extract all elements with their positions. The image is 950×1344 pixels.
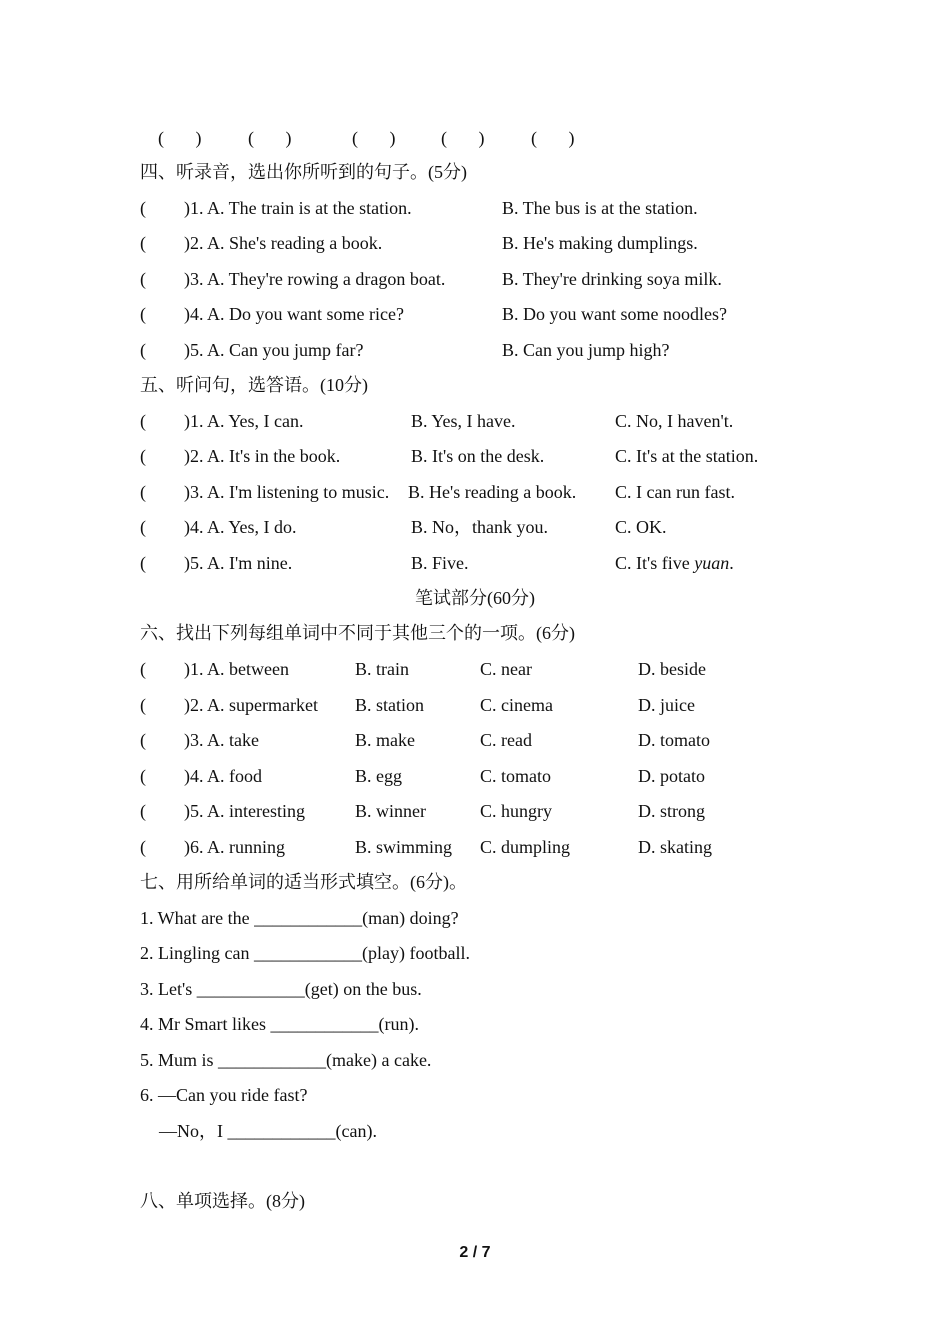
bracket: ( (140, 198, 146, 218)
option-b: B. Can you jump high? (502, 340, 670, 360)
section-5-heading (0, 371, 950, 399)
option-b: B. They're drinking soya milk. (502, 269, 722, 289)
bracket: ( (140, 659, 146, 679)
option-c: C. read (480, 730, 532, 750)
option-b: B. train (355, 659, 409, 679)
heading-text: 八、单项选择。(8分) (140, 1191, 305, 1211)
item-text: 3. Let's ____________(get) on the bus. (140, 979, 422, 999)
option-a: )4. A. food (184, 766, 262, 786)
option-b: B. Yes, I have. (411, 411, 516, 431)
option-a: )1. A. Yes, I can. (184, 411, 304, 431)
option-a: )3. A. take (184, 730, 259, 750)
question-row (0, 513, 950, 541)
option-c: C. cinema (480, 695, 553, 715)
answer-bracket: ( ) (441, 128, 485, 148)
bracket: ( (140, 269, 146, 289)
option-c: C. I can run fast. (615, 482, 735, 502)
heading-text: 五、听问句，选答语。(10分) (140, 375, 368, 395)
option-c (615, 549, 734, 577)
option-a: )4. A. Do you want some rice? (184, 304, 404, 324)
option-b: B. Five. (411, 553, 469, 573)
option-b: B. The bus is at the station. (502, 198, 698, 218)
bracket: ( (140, 340, 146, 360)
question-row (0, 407, 950, 435)
question-row (0, 797, 950, 825)
item-text: 5. Mum is ____________(make) a cake. (140, 1050, 432, 1070)
section-7-heading (0, 868, 950, 896)
option-d: D. skating (638, 837, 712, 857)
answer-bracket: ( ) (158, 128, 202, 148)
question-row (0, 691, 950, 719)
option-d: D. strong (638, 801, 705, 821)
option-b: B. swimming (355, 837, 453, 857)
option-a: )1. A. The train is at the station. (184, 198, 412, 218)
item-text: 4. Mr Smart likes ____________(run). (140, 1014, 419, 1034)
section-4-heading (0, 158, 950, 186)
bracket: ( (140, 730, 146, 750)
option-a: )3. A. They're rowing a dragon boat. (184, 269, 446, 289)
option-a: )3. A. I'm listening to music. (184, 482, 390, 502)
question-row (0, 762, 950, 790)
question-row (0, 833, 950, 861)
option-c-italic: yuan (694, 553, 730, 573)
option-a: )5. A. I'm nine. (184, 553, 293, 573)
written-part-title (0, 584, 950, 612)
question-row (0, 265, 950, 293)
option-c: C. dumpling (480, 837, 571, 857)
fill-blank-item (0, 1117, 950, 1145)
bracket: ( (140, 233, 146, 253)
option-c: C. OK. (615, 517, 667, 537)
bracket: ( (140, 517, 146, 537)
fill-blank-item (0, 939, 950, 967)
heading-text: 四、听录音，选出你所听到的句子。(5分) (140, 162, 467, 182)
bracket: ( (140, 411, 146, 431)
fill-blank-item (0, 904, 950, 932)
question-row (0, 726, 950, 754)
question-row (0, 478, 950, 506)
fill-blank-item (0, 1010, 950, 1038)
option-a: )1. A. between (184, 659, 289, 679)
question-row (0, 549, 950, 577)
title-text: 笔试部分(60分) (415, 588, 535, 608)
option-a: )4. A. Yes, I do. (184, 517, 297, 537)
item-text: 2. Lingling can ____________(play) football. (140, 943, 470, 963)
answer-brackets-row (0, 124, 950, 152)
option-a: )2. A. She's reading a book. (184, 233, 383, 253)
question-row (0, 336, 950, 364)
question-row (0, 300, 950, 328)
answer-bracket: ( ) (248, 128, 292, 148)
option-b: B. make (355, 730, 415, 750)
option-d: D. juice (638, 695, 695, 715)
answer-bracket: ( ) (352, 128, 396, 148)
section-6-heading (0, 619, 950, 647)
option-a: )6. A. running (184, 837, 285, 857)
option-a: )5. A. Can you jump far? (184, 340, 364, 360)
question-row (0, 442, 950, 470)
option-c-period: . (729, 553, 734, 573)
option-c: C. It's at the station. (615, 446, 759, 466)
option-c: C. hungry (480, 801, 552, 821)
option-a: )2. A. supermarket (184, 695, 318, 715)
option-d: D. potato (638, 766, 705, 786)
option-c: C. near (480, 659, 532, 679)
question-row (0, 655, 950, 683)
heading-text: 七、用所给单词的适当形式填空。(6分)。 (140, 872, 467, 892)
option-a: )5. A. interesting (184, 801, 305, 821)
option-b: B. No，thank you. (411, 517, 548, 537)
fill-blank-item (0, 1081, 950, 1109)
page-number: 2 / 7 (459, 1244, 491, 1261)
option-b: B. Do you want some noodles? (502, 304, 727, 324)
bracket: ( (140, 553, 146, 573)
option-b: B. He's making dumplings. (502, 233, 698, 253)
option-b: B. He's reading a book. (408, 482, 577, 502)
question-row (0, 194, 950, 222)
bracket: ( (140, 446, 146, 466)
section-8-heading (0, 1187, 950, 1215)
fill-blank-item (0, 975, 950, 1003)
heading-text: 六、找出下列每组单词中不同于其他三个的一项。(6分) (140, 623, 575, 643)
answer-bracket: ( ) (531, 128, 575, 148)
item-text: 6. —Can you ride fast? (140, 1085, 308, 1105)
option-b: B. winner (355, 801, 426, 821)
fill-blank-item (0, 1046, 950, 1074)
item-text: 1. What are the ____________(man) doing? (140, 908, 459, 928)
question-row (0, 229, 950, 257)
option-a: )2. A. It's in the book. (184, 446, 341, 466)
bracket: ( (140, 695, 146, 715)
option-c-text: C. It's five (615, 553, 695, 573)
bracket: ( (140, 482, 146, 502)
bracket: ( (140, 801, 146, 821)
bracket: ( (140, 304, 146, 324)
option-c: C. No, I haven't. (615, 411, 734, 431)
option-b: B. egg (355, 766, 402, 786)
item-text: —No，I ____________(can). (159, 1121, 377, 1141)
option-b: B. station (355, 695, 425, 715)
option-d: D. tomato (638, 730, 710, 750)
bracket: ( (140, 766, 146, 786)
option-b: B. It's on the desk. (411, 446, 545, 466)
option-c: C. tomato (480, 766, 551, 786)
option-d: D. beside (638, 659, 706, 679)
bracket: ( (140, 837, 146, 857)
